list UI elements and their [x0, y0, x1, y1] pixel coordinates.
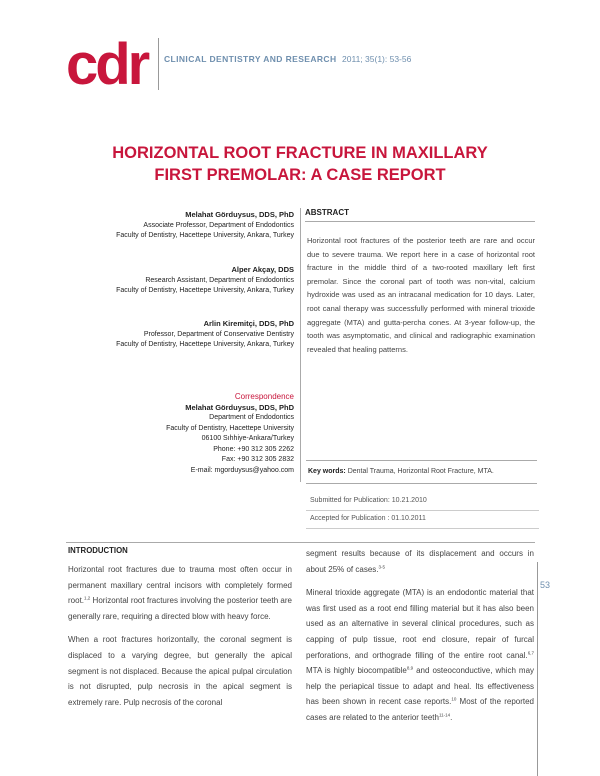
- author-affiliation: Faculty of Dentistry, Hacettepe University, Ankara, Turkey: [116, 341, 294, 348]
- intro-paragraph-3: [306, 546, 534, 577]
- page-number-rule: [537, 562, 538, 776]
- author-position: Associate Professor, Department of Endodontics: [143, 221, 294, 229]
- citation-ref: 6,7: [527, 649, 534, 655]
- intro-paragraph-1: [68, 562, 292, 624]
- keywords-label: Key words:: [308, 468, 346, 475]
- author-1: [34, 210, 294, 242]
- author-position: Research Assistant, Department of Endodontics: [145, 276, 294, 284]
- author-affiliation: Faculty of Dentistry, Hacettepe University, Ankara, Turkey: [116, 287, 294, 294]
- correspondence-address: 06100 Sıhhiye-Ankara/Turkey: [201, 435, 294, 442]
- article-title: [40, 142, 560, 186]
- intro-r2e-text: .: [450, 712, 453, 722]
- intro-r2b-text: MTA is highly biocompatible: [306, 666, 407, 676]
- author-position: Professor, Department of Conservative Dentistry: [143, 330, 294, 338]
- keywords-box: [306, 460, 537, 484]
- intro-r2c-text: and osteoconductive, which may help the periapical tissue to adapt and heal. Its effectiveness has been shown in recent case reports.: [306, 666, 535, 707]
- body-column-left: [68, 562, 292, 718]
- page-number: 53: [540, 580, 551, 590]
- intro-p1b-text: Horizontal root fractures involving the posterior teeth are generally rare, requiring a directed blow with heavy force.: [68, 596, 292, 621]
- intro-p1-text: Horizontal root fractures due to trauma most often occur in permanent maxillary central incisors with completely formed root.: [68, 565, 292, 606]
- journal-name: CLINICAL DENTISTRY AND RESEARCH: [164, 54, 337, 64]
- accepted-date: Accepted for Publication : 01.10.2011: [306, 510, 539, 529]
- section-rule: [66, 542, 535, 543]
- citation-ref: 3-5: [378, 563, 386, 569]
- correspondence-fax: Fax: +90 312 305 2832: [221, 456, 294, 463]
- author-affiliation: Faculty of Dentistry, Hacettepe University, Ankara, Turkey: [116, 232, 294, 239]
- journal-citation: [164, 54, 411, 64]
- abstract-heading: ABSTRACT: [305, 208, 535, 222]
- correspondence-faculty: Faculty of Dentistry, Hacettepe University: [166, 424, 294, 432]
- keywords-text: Dental Trauma, Horizontal Root Fracture, MTA.: [347, 468, 494, 475]
- author-2: [34, 265, 294, 297]
- intro-r1-text: segment results because of its displacement and occurs in about 25% of cases.: [306, 549, 534, 574]
- citation-ref: 1,2: [84, 595, 91, 601]
- correspondence-heading: Correspondence: [234, 392, 294, 401]
- correspondence-department: Department of Endodontics: [209, 414, 294, 421]
- author-3: [34, 319, 294, 351]
- correspondence-email[interactable]: E-mail: mgorduysus@yahoo.com: [190, 466, 294, 474]
- body-column-right: [306, 546, 534, 734]
- intro-r2a-text: Mineral trioxide aggregate (MTA) is an endodontic material that was first used as a root end filling material but it has also been used as an alternative in several clinical procedures, such as capping of pulp tissue, root end closure, repair of furcal perforations, and orthograde filling of the entire root canal.: [306, 588, 534, 660]
- journal-volume: 2011; 35(1): 53-56: [342, 54, 412, 64]
- intro-paragraph-4: [306, 585, 534, 725]
- abstract-text: Horizontal root fractures of the posterior teeth are rare and occur due to severe trauma. We report here in a case of horizontal root fracture in the middle third of a two-rooted maxillary left first premolar. Since the coronal part of tooth was non-vital, calcium hydroxide was used as an intracanal medication for 10 days. Later, root canal therapy was successfully performed with mineral trioxide aggregate (MTA) and gutta-percha cones. At 3-year follow-up, the tooth was asymptomatic, and clinical and radiographic examination revealed that healing patterns.: [307, 236, 535, 354]
- intro-paragraph-2: When a root fractures horizontally, the coronal segment is displaced to a varying degree, but generally the apical segment is not displaced. Because the apical pulpal circulation is not disrupted, pulp necrosis in the apical segment is extremely rare. Pulp necrosis of the coronal: [68, 635, 292, 707]
- journal-logo: cdr: [66, 32, 148, 97]
- citation-ref: 11-14: [438, 712, 451, 718]
- column-divider: [300, 208, 301, 482]
- citation-ref: 8,9: [406, 665, 414, 671]
- citation-ref: 10: [451, 696, 457, 702]
- intro-r2d-text: Most of the reported cases are related to the anterior teeth: [306, 697, 534, 722]
- introduction-heading: INTRODUCTION: [68, 546, 128, 555]
- correspondence-phone: Phone: +90 312 305 2262: [213, 445, 294, 453]
- submitted-date: Submitted for Publication: 10.21.2010: [306, 492, 539, 511]
- author-name: Melahat Görduysus, DDS, PhD: [185, 210, 294, 219]
- correspondence-block: [34, 392, 294, 476]
- logo-divider: [158, 38, 159, 90]
- author-name: Alper Akçay, DDS: [231, 265, 294, 274]
- author-name: Arlin Kiremitçi, DDS, PhD: [203, 319, 294, 328]
- title-line-2: FIRST PREMOLAR: A CASE REPORT: [154, 166, 446, 184]
- correspondence-name: Melahat Görduysus, DDS, PhD: [185, 402, 294, 412]
- title-line-1: HORIZONTAL ROOT FRACTURE IN MAXILLARY: [112, 144, 488, 162]
